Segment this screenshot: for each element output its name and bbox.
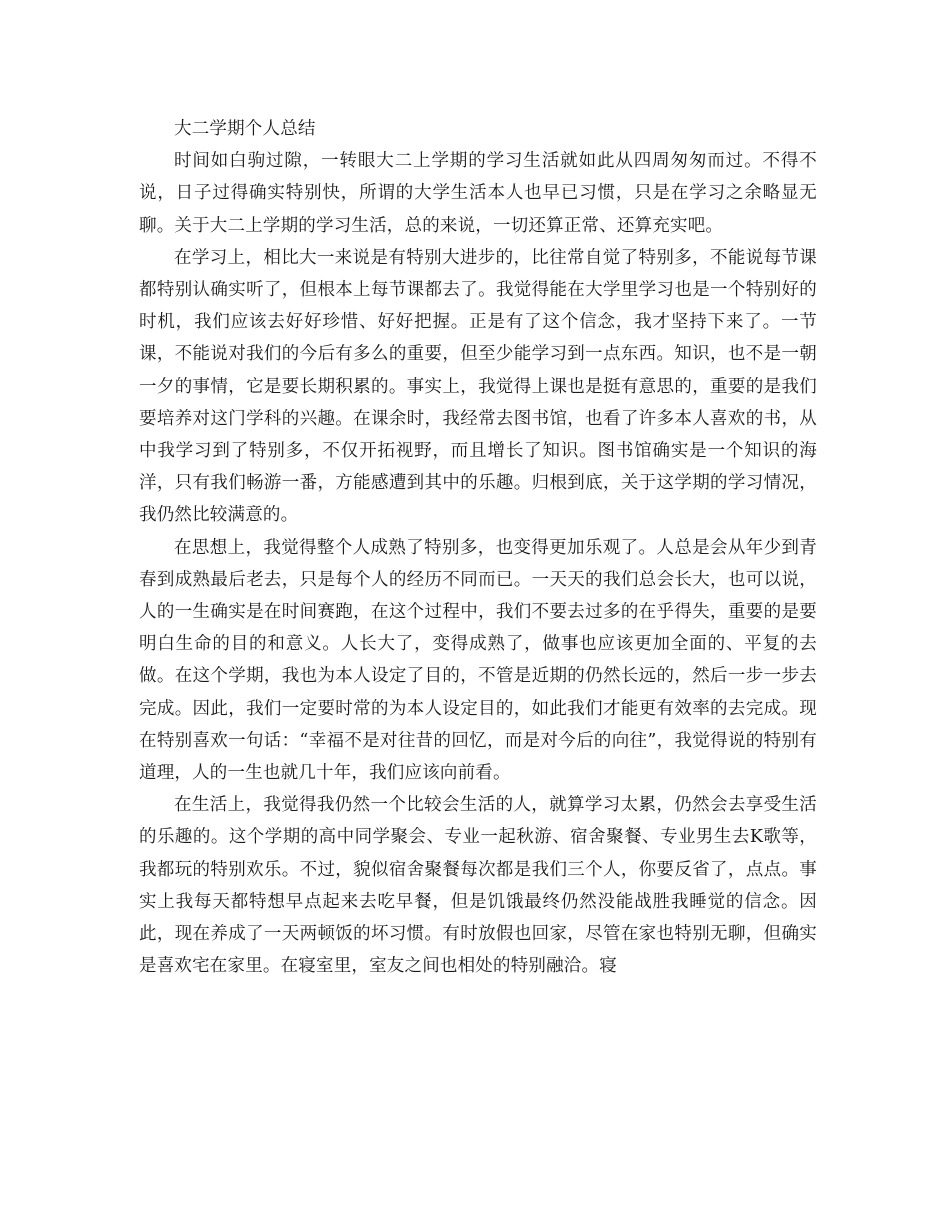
paragraph-study: 在学习上，相比大一来说是有特别大进步的，比往常自觉了特别多，不能说每节课都特别认确实听了，但根本上每节课都去了。我觉得能在大学里学习也是一个特别好的时机，我们应该去好好珍惜、好好把握。正是有了这个信念，我才坚持下来了。一节课，不能说对我们的今后有多么的重要，但至少能学习到一点东西。知识，也不是一朝一夕的事情，它是要长期积累的。事实上，我觉得上课也是挺有意思的，重要的是我们要培养对这门学科的兴趣。在课余时，我经常去图书馆，也看了许多本人喜欢的书，从中我学习到了特别多，不仅开拓视野，而且增长了知识。图书馆确实是一个知识的海洋，只有我们畅游一番，方能感遭到其中的乐趣。归根到底，关于这学期的学习情况，我仍然比较满意的。 bbox=[139, 247, 817, 526]
document-title: 大二学期个人总结 bbox=[174, 119, 316, 139]
document-body bbox=[139, 113, 817, 982]
paragraph-life: 在生活上，我觉得我仍然一个比较会生活的人，就算学习太累，仍然会去享受生活的乐趣的。这个学期的高中同学聚会、专业一起秋游、宿舍聚餐、专业男生去K歌等，我都玩的特别欢乐。不过，貌似宿舍聚餐每次都是我们三个人，你要反省了，点点。事实上我每天都特想早点起来去吃早餐，但是饥饿最终仍然没能战胜我睡觉的信念。因此，现在养成了一天两顿饭的坏习惯。有时放假也回家，尽管在家也特别无聊，但确实是喜欢宅在家里。在寝室里，室友之间也相处的特别融洽。寝 bbox=[139, 795, 817, 977]
paragraph-thought: 在思想上，我觉得整个人成熟了特别多，也变得更加乐观了。人总是会从年少到青春到成熟最后老去，只是每个人的经历不同而已。一天天的我们总会长大，也可以说，人的一生确实是在时间赛跑，在这个过程中，我们不要去过多的在乎得失，重要的是要明白生命的目的和意义。人长大了，变得成熟了，做事也应该更加全面的、平复的去做。在这个学期，我也为本人设定了目的，不管是近期的仍然长远的，然后一步一步去完成。因此，我们一定要时常的为本人设定目的，如此我们才能更有效率的去完成。现在特别喜欢一句话：“幸福不是对往昔的回忆，而是对今后的向往”，我觉得说的特别有道理，人的一生也就几十年，我们应该向前看。 bbox=[139, 537, 817, 784]
paragraph-intro: 时间如白驹过隙，一转眼大二上学期的学习生活就如此从四周匆匆而过。不得不说，日子过得确实特别快，所谓的大学生活本人也早已习惯，只是在学习之余略显无聊。关于大二上学期的学习生活，总的来说，一切还算正常、还算充实吧。 bbox=[139, 151, 817, 236]
